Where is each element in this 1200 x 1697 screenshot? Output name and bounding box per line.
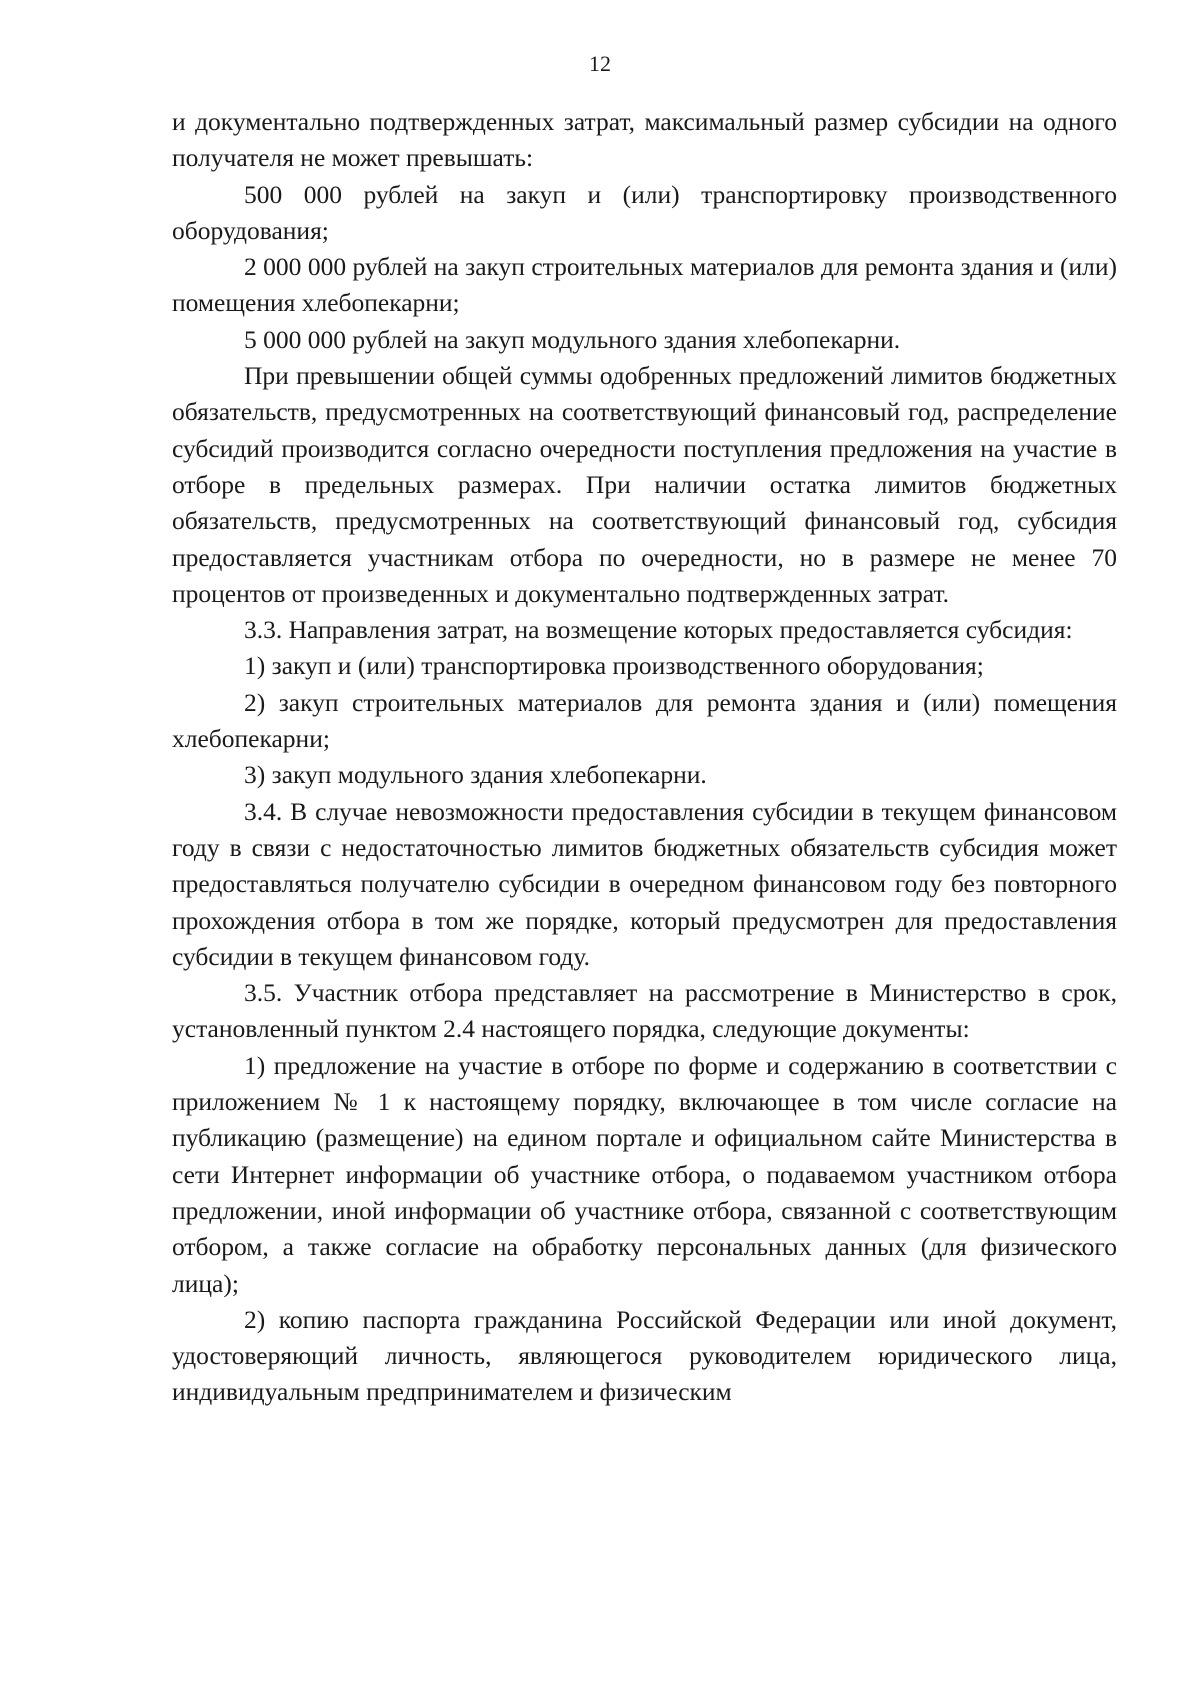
paragraph-3-5: 3.5. Участник отбора представляет на рассмотрение в Министерство в срок, установленный пунктом 2.4 настоящего порядка, следующие документы: [172, 978, 1117, 1044]
paragraph-excess-limits: При превышении общей суммы одобренных предложений лимитов бюджетных обязательств, предусмотренных на соответствующий финансовый год, распределение субсидий производится согласно очередности поступления предложения на участие в отборе в предельных размерах. При наличии остатка лимитов бюджетных обязательств, предусмотренных на соответствующий финансовый год, субсидия предоставляется участникам отбора по очередности, но в размере не менее 70 процентов от произведенных и документально подтвержденных затрат. [172, 361, 1117, 608]
paragraph-limit-building: 5 000 000 рублей на закуп модульного здания хлебопекарни. [244, 324, 901, 354]
paragraph-continuation: и документально подтвержденных затрат, максимальный размер субсидии на одного получателя не может превышать: [172, 107, 1117, 173]
list-item-3-5-1: 1) предложение на участие в отборе по форме и содержанию в соответствии с приложением № 1 к настоящему порядку, включающее в том числе согласие на публикацию (размещение) на едином портале и официальном сайте Министерства в сети Интернет информации об участнике отбора, о подаваемом участником отбора предложении, иной информации об участнике отбора, связанной с соответствующим отбором, а также согласие на обработку персональных данных (для физического лица); [172, 1050, 1117, 1298]
list-item-3-5-2: 2) копию паспорта гражданина Российской Федерации или иной документ, удостоверяющий личность, являющегося руководителем юридического лица, индивидуальным предпринимателем и физическим [172, 1304, 1117, 1407]
paragraph-3-3: 3.3. Направления затрат, на возмещение которых предоставляется субсидия: [244, 615, 1073, 645]
list-item-3-3-3: 3) закуп модульного здания хлебопекарни. [244, 760, 707, 790]
list-item-3-3-2: 2) закуп строительных материалов для ремонта здания и (или) помещения хлебопекарни; [172, 687, 1117, 754]
page-number: 12 [589, 51, 611, 76]
paragraph-3-4: 3.4. В случае невозможности предоставления субсидии в текущем финансовом году в связи с недостаточностью лимитов бюджетных обязательств субсидия может предоставляться получателю субсидии в очередном финансовом году без повторного прохождения отбора в том же порядке, который предусмотрен для предоставления субсидии в текущем финансовом году. [172, 796, 1117, 971]
paragraph-limit-equipment: 500 000 рублей на закуп и (или) транспортировку производственного оборудования; [172, 179, 1117, 245]
list-item-3-3-1: 1) закуп и (или) транспортировка производственного оборудования; [244, 651, 984, 681]
paragraph-limit-materials: 2 000 000 рублей на закуп строительных материалов для ремонта здания и (или) помещения хлебопекарни; [172, 252, 1117, 318]
document-body [172, 104, 1117, 1411]
